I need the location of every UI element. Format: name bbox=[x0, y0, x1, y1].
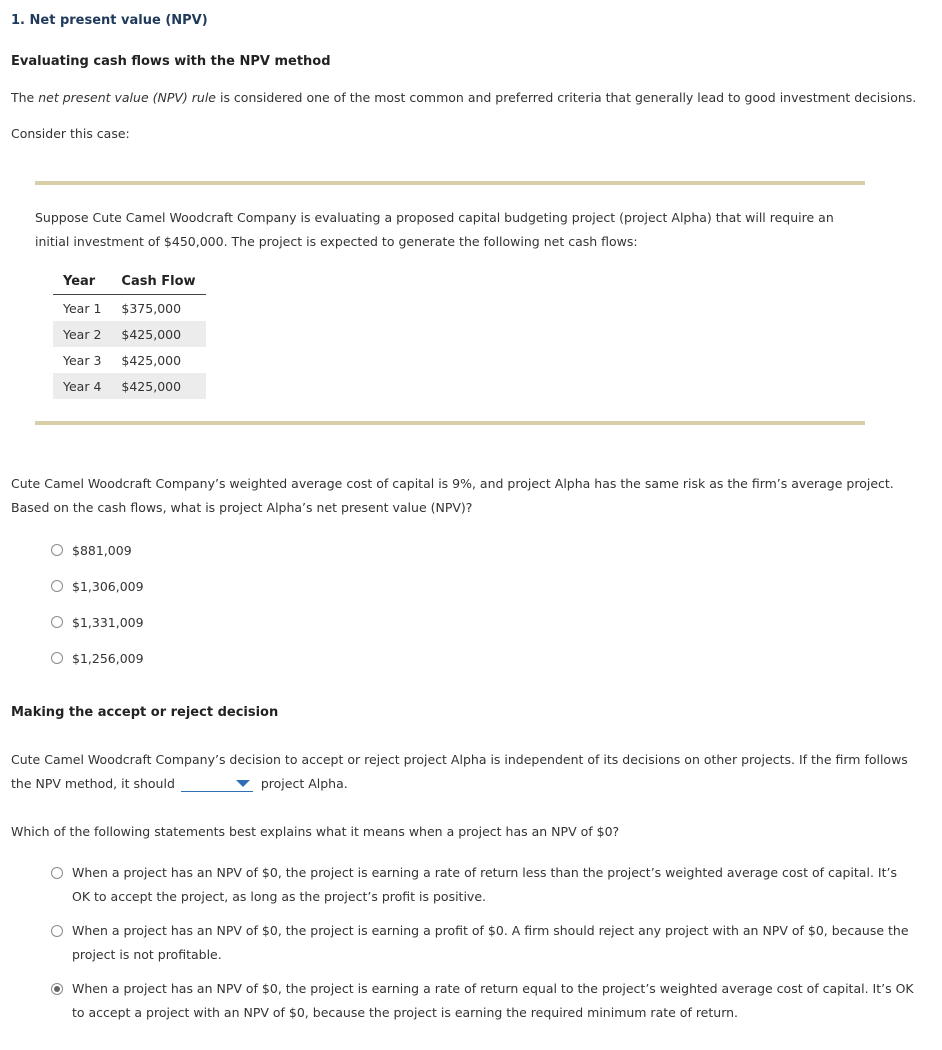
cell-cash-flow: $425,000 bbox=[111, 321, 205, 347]
statement-radio-3[interactable] bbox=[51, 983, 63, 995]
cell-cash-flow: $425,000 bbox=[121, 352, 182, 368]
npv-option-label-4[interactable]: $1,256,009 bbox=[72, 651, 144, 666]
cell-year: Year 2 bbox=[53, 321, 111, 347]
cell-year: Year 4 bbox=[53, 373, 111, 399]
intro-suffix: is considered one of the most common and preferred criteria that generally lead to good investment decisions. bbox=[216, 90, 917, 105]
table-row bbox=[53, 295, 206, 322]
intro-paragraph bbox=[11, 86, 926, 110]
decision-dropdown[interactable] bbox=[181, 775, 253, 792]
npv-option-radio-1[interactable] bbox=[51, 544, 63, 556]
decision-text-before: Cute Camel Woodcraft Company’s decision to accept or reject project Alpha is independent of its decisions on other projects. If the firm follows the NPV method, it should bbox=[11, 752, 908, 791]
cell-year: Year 1 bbox=[63, 300, 102, 316]
cell-cash-flow: $375,000 bbox=[121, 300, 182, 316]
npv-option-radio-3[interactable] bbox=[51, 616, 63, 628]
table-header-row bbox=[53, 269, 206, 295]
header-year: Year bbox=[53, 269, 111, 295]
case-description: Suppose Cute Camel Woodcraft Company is evaluating a proposed capital budgeting project (project Alpha) that will require an initial investment of $450,000. The project is expected to generate the following net cash flows: bbox=[35, 210, 834, 249]
npv-option-label-3[interactable]: $1,331,009 bbox=[72, 615, 144, 630]
decision-paragraph bbox=[11, 748, 926, 796]
cell-cash-flow: $425,000 bbox=[111, 373, 205, 399]
case-box bbox=[35, 181, 865, 425]
table-row bbox=[53, 347, 206, 373]
section-heading-npv-method: Evaluating cash flows with the NPV method bbox=[11, 54, 331, 69]
cell-year: Year 3 bbox=[63, 352, 102, 368]
question-title: 1. Net present value (NPV) bbox=[11, 13, 208, 28]
header-cash-flow: Cash Flow bbox=[111, 269, 205, 295]
decision-text-after: project Alpha. bbox=[260, 776, 348, 791]
section-heading-accept-reject: Making the accept or reject decision bbox=[11, 705, 279, 720]
statement-label-1[interactable]: When a project has an NPV of $0, the project is earning a rate of return less than the project’s weighted average cost of capital. It’s OK to accept the project, as long as the project’s profit is positive. bbox=[72, 865, 897, 904]
cash-flow-table bbox=[53, 269, 206, 399]
npv-option-label-1[interactable]: $881,009 bbox=[72, 543, 132, 558]
table-row bbox=[53, 373, 206, 399]
npv-option-radio-4[interactable] bbox=[51, 652, 63, 664]
npv-option-radio-2[interactable] bbox=[51, 580, 63, 592]
npv-option-label-2[interactable]: $1,306,009 bbox=[72, 579, 144, 594]
chevron-down-icon bbox=[236, 780, 250, 787]
statement-radio-2[interactable] bbox=[51, 925, 63, 937]
intro-prefix: The bbox=[11, 90, 39, 105]
npv-question: Cute Camel Woodcraft Company’s weighted average cost of capital is 9%, and project Alpha has the same risk as the firm’s average project. Based on the cash flows, what is project Alpha’s net present value (NPV)? bbox=[11, 476, 894, 515]
statement-label-2[interactable]: When a project has an NPV of $0, the project is earning a profit of $0. A firm should reject any project with an NPV of $0, because the project is not profitable. bbox=[72, 923, 909, 962]
consider-text: Consider this case: bbox=[11, 126, 130, 141]
statement-label-3[interactable]: When a project has an NPV of $0, the project is earning a rate of return equal to the project’s weighted average cost of capital. It’s OK to accept a project with an NPV of $0, because the project is earning the required minimum rate of return. bbox=[72, 981, 914, 1020]
statement-radio-1[interactable] bbox=[51, 867, 63, 879]
table-row bbox=[53, 321, 206, 347]
zero-npv-question: Which of the following statements best explains what it means when a project has an NPV of $0? bbox=[11, 824, 620, 839]
intro-italic: net present value (NPV) rule bbox=[38, 90, 216, 105]
